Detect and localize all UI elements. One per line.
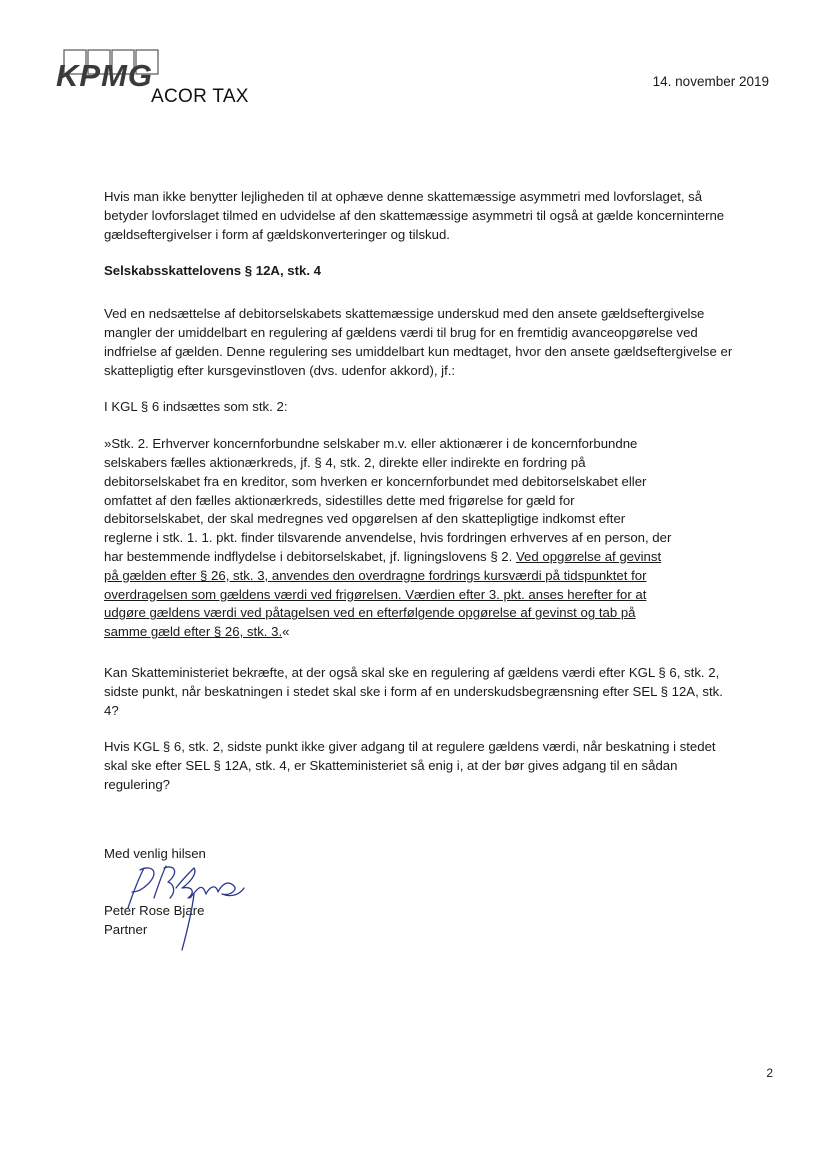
- acor-tax-wordmark: ACOR TAX: [151, 86, 249, 107]
- signer-title: Partner: [104, 922, 148, 937]
- handwritten-signature-icon: [110, 858, 260, 958]
- letter-date: 14. november 2019: [652, 74, 769, 89]
- kpmg-acor-tax-logo: [56, 44, 276, 114]
- paragraph-2: Ved en nedsættelse af debitorselskabets skattemæssige underskud med den ansete gældseftergivelse mangler der umiddelbart en regulering af gældens værdi til brug for en fremtidig avanceopgørelse ved indfrielse af gælden. Denne regulering ses umiddelbart kun medtaget, hvor den ansete gældseftergivelse er skattepligtig efter kursgevinstloven (dvs. udenfor akkord), jf.:: [104, 306, 733, 378]
- quote-plain-text: »Stk. 2. Erhverver koncernforbundne selskaber m.v. eller aktionærer i de koncernforbundne selskabers fælles aktionærkreds, jf. § 4, stk. 2, direkte eller indirekte en fordring på debitorselskabet fra en kreditor, som hverken er koncernforbundet med debitorselskabet eller omfattet af den fælles aktionærkreds, sidestilles dette med frigørelse for gæld for debitorselskabet, der skal medregnes ved opgørelsen af den skattepligtige indkomst efter reglerne i stk. 1. 1. pkt. finder tilsvarende anvendelse, hvis fordringen erhverves af en person, der har bestemmende indflydelse i debitorselskabet, jf. ligningslovens § 2.: [104, 436, 672, 564]
- quote-intro: I KGL § 6 indsættes som stk. 2:: [104, 399, 288, 415]
- paragraph-3: Kan Skatteministeriet bekræfte, at der også skal ske en regulering af gældens værdi efter KGL § 6, stk. 2, sidste punkt, når beskatningen i stedet skal ske i form af en underskudsbegrænsning efter SEL § 12A, stk. 4?: [104, 664, 723, 718]
- closing-greeting: Med venlig hilsen: [104, 846, 206, 861]
- quote-end-mark: «: [282, 624, 290, 640]
- page-number: 2: [766, 1066, 773, 1080]
- signer-name: Peter Rose Bjare: [104, 903, 205, 918]
- letter-body: [104, 188, 734, 813]
- law-quote: [104, 435, 676, 642]
- section-heading: Selskabsskattelovens § 12A, stk. 4: [104, 263, 321, 279]
- quote-underlined-text: Ved opgørelse af gevinst på gælden efter § 26, stk. 3, anvendes den overdragne fordrings kursværdi på tidspunktet for overdragelsen som gældens værdi ved frigørelsen. Værdien efter 3. pkt. anses herefter for at udgøre gældens værdi ved påtagelsen ved en efterfølgende opgørelse af gevinst og tab på samme gæld efter § 26, stk. 3.: [104, 548, 662, 640]
- paragraph-1: Hvis man ikke benytter lejligheden til at ophæve denne skattemæssige asymmetri med lovforslaget, så betyder lovforslaget tilmed en udvidelse af den skattemæssige asymmetri til også at gælde koncerninterne gældseftergivelser i form af gældskonverteringer og tilskud.: [104, 189, 725, 242]
- paragraph-4: Hvis KGL § 6, stk. 2, sidste punkt ikke giver adgang til at regulere gældens værdi, når beskatning i stedet skal ske efter SEL § 12A, stk. 4, er Skatteministeriet så enig i, at der bør gives adgang til en sådan regulering?: [104, 739, 716, 792]
- kpmg-wordmark: KPMG: [56, 58, 153, 93]
